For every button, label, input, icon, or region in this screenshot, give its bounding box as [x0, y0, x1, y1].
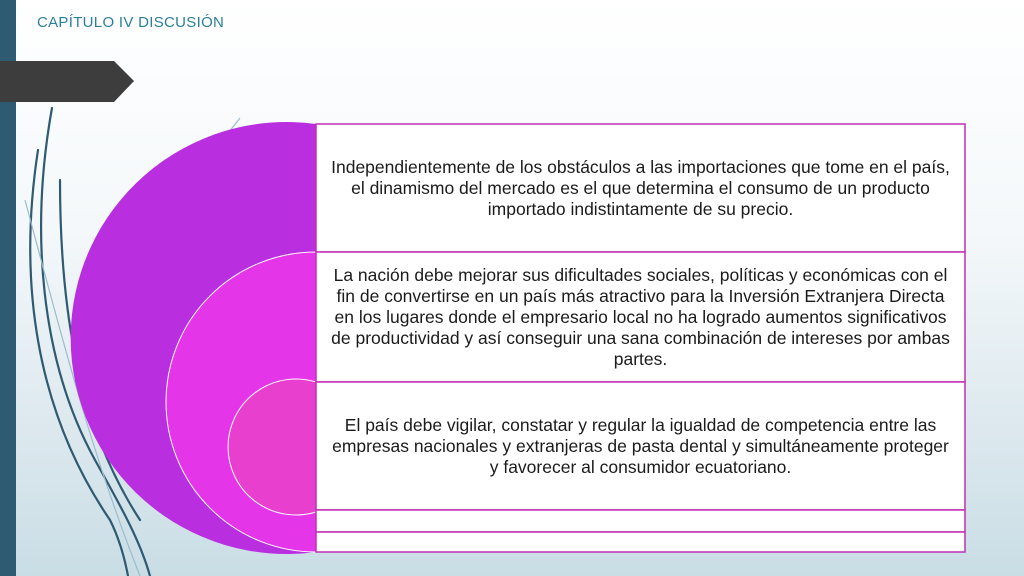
panel-frame-4: [316, 510, 965, 532]
slide-title: CAPÍTULO IV DISCUSIÓN: [37, 14, 225, 31]
discussion-item-1: [316, 124, 965, 252]
discussion-item-1-text: Independientemente de los obstáculos a las importaciones que tome en el país, el dinamismo del mercado es el que determina el consumo de un producto importado indistintamente de su precio.: [331, 156, 950, 219]
discussion-item-3-text: El país debe vigilar, constatar y regular la igualdad de competencia entre las empresas nacionales y extranjeras de pasta dental y simultáneamente proteger y favorecer al consumidor ecuatoriano.: [332, 414, 949, 477]
discussion-item-3: [316, 382, 965, 510]
discussion-item-2: [316, 252, 965, 382]
discussion-item-2-text: La nación debe mejorar sus dificultades sociales, políticas y económicas con el fin de convertirse en un país más atractivo para la Inversión Extranjera Directa en los lugares donde el empresario local no ha logrado aumentos significativos de productividad y así conseguir una sana combinación de intereses por ambas partes.: [331, 264, 950, 369]
panel-frame-5: [316, 532, 965, 552]
